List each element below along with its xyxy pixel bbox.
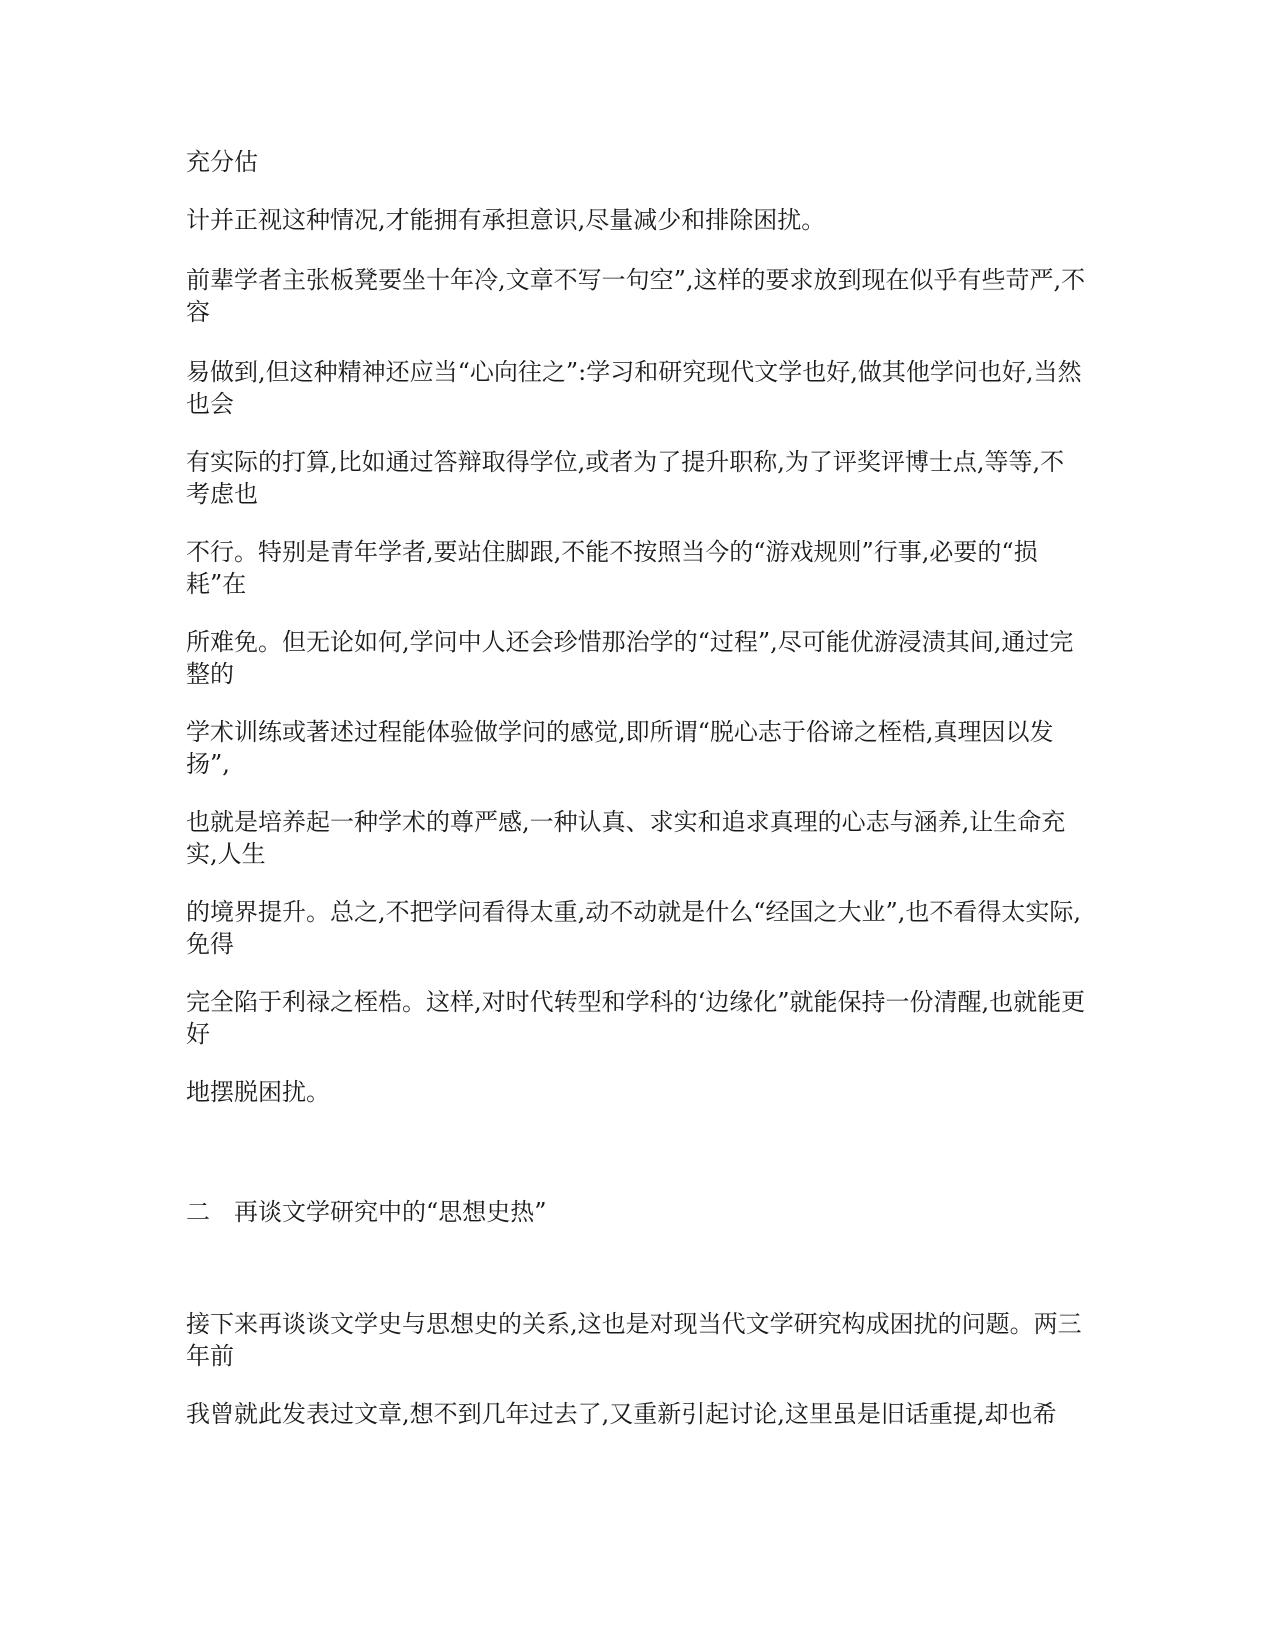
paragraph-8: 学术训练或著述过程能体验做学问的感觉,即所谓“脱心志于俗谛之桎梏,真理因以发扬”, (186, 718, 1054, 778)
paragraph-6: 不行。特别是青年学者,要站住脚跟,不能不按照当今的“游戏规则”行事,必要的“损耗”在 (186, 538, 1038, 598)
paragraph-13: 接下来再谈谈文学史与思想史的关系,这也是对现当代文学研究构成困扰的问题。两三年前 (186, 1310, 1082, 1370)
paragraph-9: 也就是培养起一种学术的尊严感,一种认真、求实和追求真理的心志与涵养,让生命充实,人生 (186, 808, 1066, 868)
paragraph-12: 地摆脱困扰。 (186, 1078, 330, 1106)
paragraph-11: 完全陷于利禄之桎梏。这样,对时代转型和学科的‘边缘化”就能保持一份清醒,也就能更好 (186, 988, 1086, 1048)
paragraph-5: 有实际的打算,比如通过答辩取得学位,或者为了提升职称,为了评奖评博士点,等等,不考虑也 (186, 448, 1065, 508)
paragraph-4: 易做到,但这种精神还应当“心向往之”:学习和研究现代文学也好,做其他学问也好,当然也会 (186, 358, 1082, 418)
section-heading: 二 再谈文学研究中的“思想史热” (186, 1198, 547, 1226)
paragraph-1: 充分估 (186, 148, 258, 176)
paragraph-2: 计并正视这种情况,才能拥有承担意识,尽量减少和排除困扰。 (186, 206, 826, 234)
paragraph-14: 我曾就此发表过文章,想不到几年过去了,又重新引起讨论,这里虽是旧话重提,却也希 (186, 1400, 1057, 1428)
paragraph-7: 所难免。但无论如何,学问中人还会珍惜那治学的“过程”,尽可能优游浸渍其间,通过完整的 (186, 628, 1074, 688)
paragraph-3: 前辈学者主张板凳要坐十年冷,文章不写一句空”,这样的要求放到现在似乎有些苛严,不容 (186, 266, 1086, 326)
paragraph-10: 的境界提升。总之,不把学问看得太重,动不动就是什么“经国之大业”,也不看得太实际,免得 (186, 898, 1082, 958)
